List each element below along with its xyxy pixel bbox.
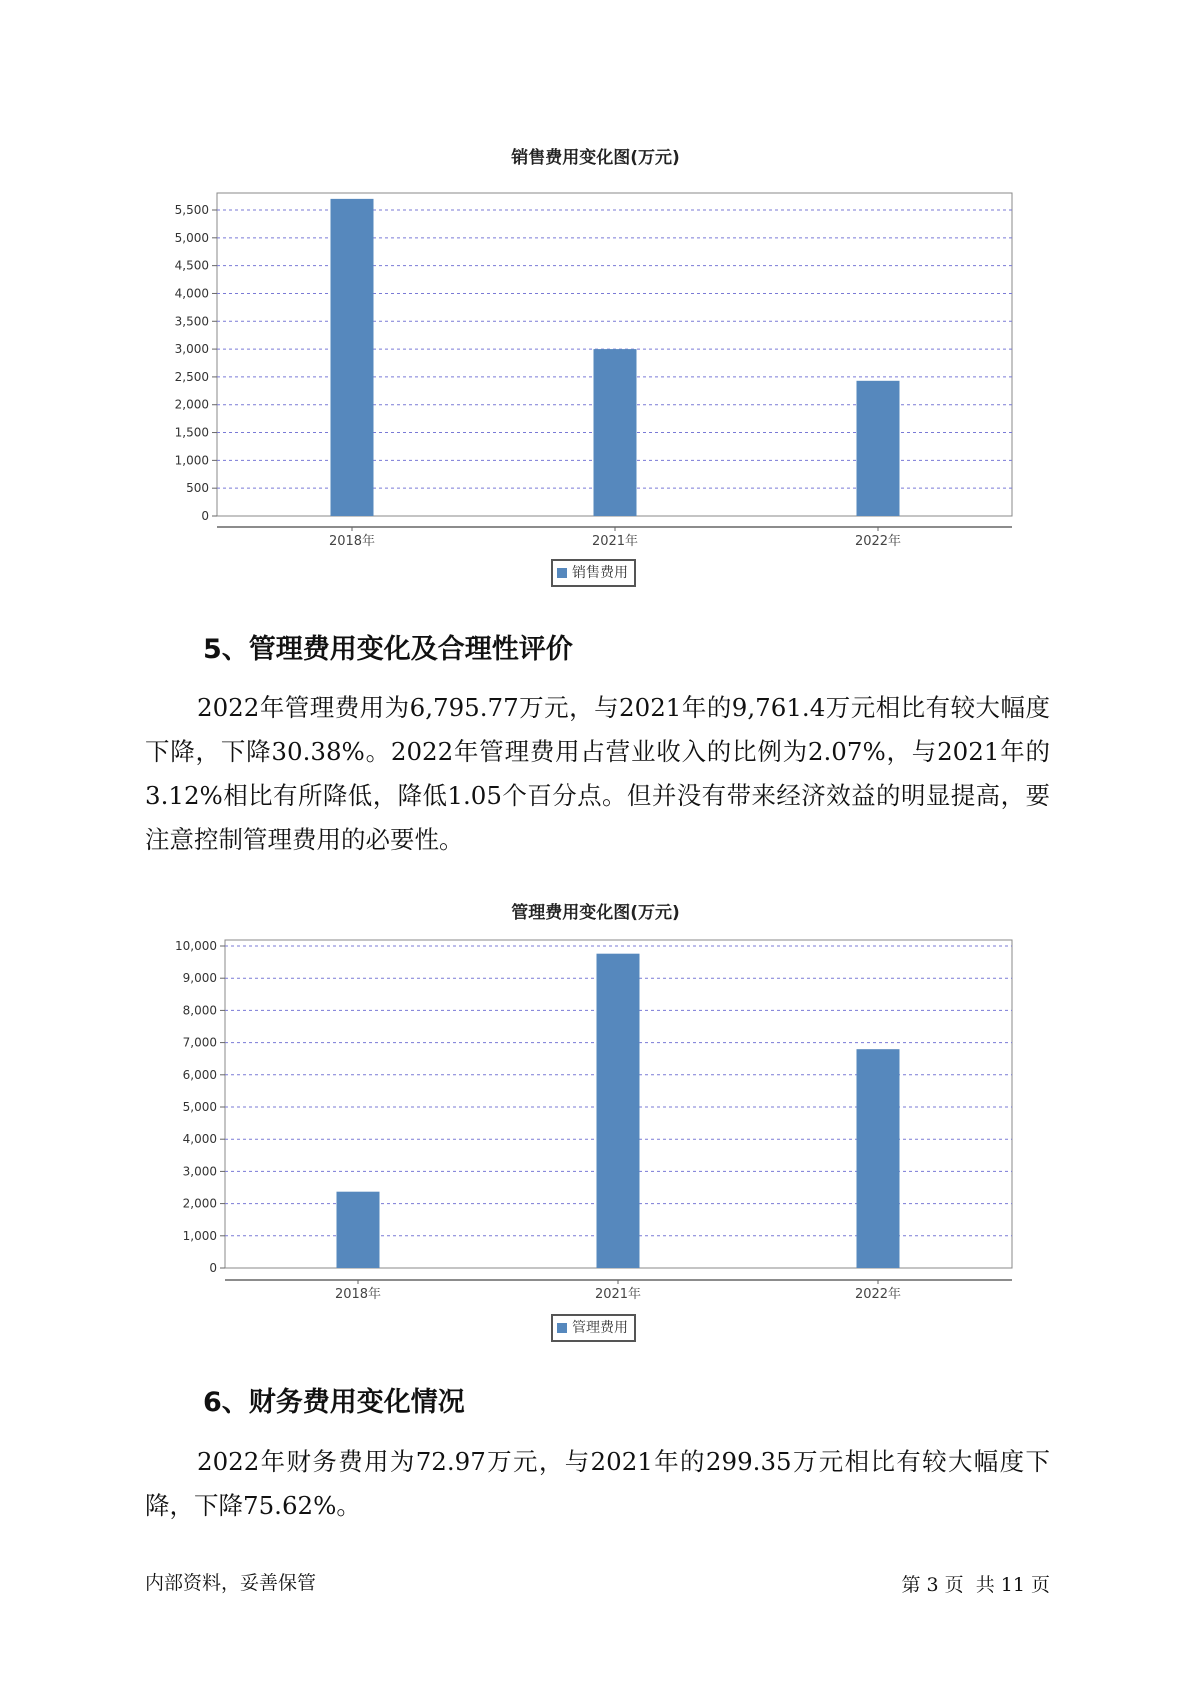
y-tick-label: 2,000: [174, 397, 209, 412]
section-5-paragraph: 2022年管理费用为6,795.77万元，与2021年的9,761.4万元相比有较大幅度下降，下降30.38%。2022年管理费用占营业收入的比例为2.07%，与2021年的3.12%相比有所降低，降低1.05个百分点。但并没有带来经济效益的明显提高，要注意控制管理费用的必要性。: [145, 693, 1050, 854]
y-tick-label: 4,000: [174, 286, 209, 301]
y-tick-label: 8,000: [182, 1003, 217, 1018]
y-tick-label: 5,000: [174, 230, 209, 245]
chart-2-legend: [551, 1314, 636, 1342]
y-tick-label: 0: [209, 1261, 217, 1275]
x-tick-label: 2022年: [854, 534, 902, 549]
bar-2021年: [597, 954, 640, 1268]
section-6-heading: 6、财务费用变化情况: [203, 1387, 465, 1418]
y-tick-label: 2,500: [174, 369, 209, 384]
section-6-paragraph: 2022年财务费用为72.97万元，与2021年的299.35万元相比有较大幅度下降，下降75.62%。: [145, 1447, 1050, 1520]
y-tick-label: 1,000: [182, 1228, 217, 1243]
chart-1-title: 销售费用变化图(万元): [511, 148, 680, 168]
y-tick-label: 3,500: [174, 314, 209, 329]
y-tick-label: 5,000: [182, 1100, 217, 1114]
y-tick-label: 1,500: [174, 425, 209, 440]
y-tick-label: 6,000: [182, 1067, 217, 1082]
x-tick-label: 2018年: [328, 534, 376, 549]
x-tick-label: 2021年: [594, 1287, 642, 1302]
y-tick-label: 9,000: [182, 971, 217, 986]
y-tick-label: 4,500: [174, 258, 209, 273]
bar-2018年: [337, 1192, 380, 1268]
y-tick-label: 10,000: [175, 939, 217, 953]
x-tick-label: 2021年: [591, 534, 639, 549]
y-tick-label: 2,000: [182, 1196, 217, 1211]
y-tick-label: 7,000: [182, 1035, 217, 1050]
y-tick-label: 500: [186, 481, 209, 496]
chart-2-legend-label: 管理费用: [572, 1320, 628, 1336]
x-tick-label: 2018年: [334, 1287, 382, 1302]
x-tick-label: 2022年: [854, 1287, 902, 1302]
y-tick-label: 4,000: [182, 1132, 217, 1147]
y-tick-label: 1,000: [174, 453, 209, 468]
section-5-heading: 5、管理费用变化及合理性评价: [203, 634, 573, 665]
bar-2022年: [857, 1049, 900, 1268]
y-tick-label: 3,000: [182, 1164, 217, 1179]
y-tick-label: 3,000: [174, 342, 209, 357]
chart-1-legend-label: 销售费用: [572, 565, 628, 581]
footer-page-number: 第 3 页 共 11 页: [901, 1574, 1050, 1596]
chart-2-title: 管理费用变化图(万元): [511, 903, 680, 923]
footer-confidential-note: 内部资料，妥善保管: [145, 1572, 317, 1594]
y-tick-label: 0: [201, 509, 209, 523]
legend-swatch-icon: [557, 1323, 567, 1333]
y-tick-label: 5,500: [174, 203, 209, 217]
